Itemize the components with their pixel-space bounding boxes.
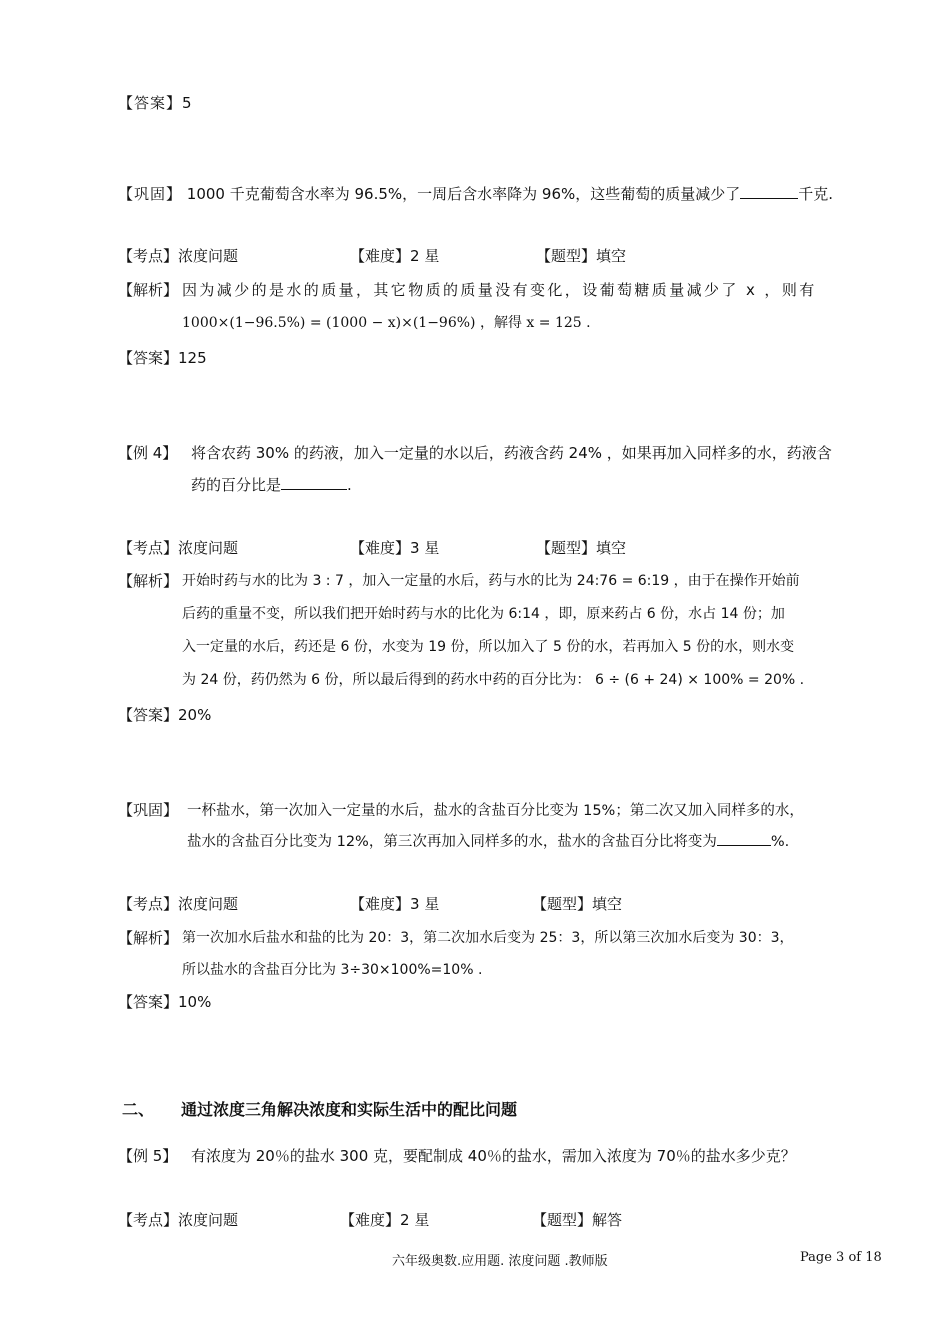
question-tag: 【例 4】 bbox=[118, 444, 178, 462]
answer-value: 20% bbox=[178, 706, 212, 724]
question-text: 盐水的含盐百分比变为 12%，第三次再加入同样多的水，盐水的含盐百分比将变为 %. bbox=[187, 830, 789, 851]
question-text-end: 千克. bbox=[798, 185, 834, 203]
question-text: 有浓度为 20％的盐水 300 克，要配制成 40％的盐水，需加入浓度为 70％的盐水多少克？ bbox=[191, 1147, 796, 1165]
answer-row bbox=[118, 92, 192, 113]
kaodian: 【考点】浓度问题 bbox=[118, 539, 239, 557]
analysis-line: 因为减少的是水的质量，其它物质的质量没有变化，设葡萄糖质量减少了 x ，则有 bbox=[182, 281, 817, 299]
answer-row bbox=[118, 991, 211, 1012]
nandu: 【难度】3 星 bbox=[350, 539, 440, 557]
footer-title: 六年级奥数.应用题. 浓度问题 .教师版 bbox=[392, 1254, 608, 1269]
question-row bbox=[118, 183, 833, 204]
answer-row bbox=[118, 347, 207, 368]
question-text: 1000 千克葡萄含水率为 96.5%，一周后含水率降为 96%，这些葡萄的质量减少了 bbox=[186, 185, 741, 203]
tixing: 【题型】填空 bbox=[536, 247, 627, 265]
answer-value: 10% bbox=[178, 993, 212, 1011]
kaodian: 【考点】浓度问题 bbox=[118, 1211, 239, 1229]
analysis-tag: 【解析】 bbox=[118, 572, 179, 590]
section-number: 二、 bbox=[122, 1100, 155, 1119]
tixing: 【题型】填空 bbox=[532, 895, 623, 913]
question-row bbox=[118, 442, 177, 463]
question-tag: 【巩固】 bbox=[118, 801, 179, 819]
question-row bbox=[118, 799, 178, 820]
analysis-line: 入一定量的水后，药还是 6 份，水变为 19 份，所以加入了 5 份的水，若再加入 5 份的水，则水变 bbox=[182, 639, 795, 655]
kaodian: 【考点】浓度问题 bbox=[118, 247, 239, 265]
analysis-formula: 1000×(1−96.5%) = (1000 − x)×(1−96%) ，解得 x = 125 . bbox=[182, 315, 591, 331]
question-tag: 【巩固】 bbox=[118, 185, 183, 203]
question-text: 一杯盐水，第一次加入一定量的水后，盐水的含盐百分比变为 15%；第二次又加入同样多的水， bbox=[187, 803, 804, 819]
nandu: 【难度】2 星 bbox=[350, 247, 440, 265]
section-title: 通过浓度三角解决浓度和实际生活中的配比问题 bbox=[181, 1100, 518, 1119]
tixing: 【题型】填空 bbox=[536, 539, 627, 557]
page-number: Page 3 of 18 bbox=[800, 1250, 882, 1265]
answer-tag: 【答案】 bbox=[118, 706, 179, 724]
analysis-tag: 【解析】 bbox=[118, 281, 179, 299]
question-text: 将含农药 30% 的药液，加入一定量的水以后，药液含药 24% ，如果再加入同样多的水，药液含 bbox=[191, 444, 832, 462]
analysis-line: 后药的重量不变，所以我们把开始时药与水的比化为 6:14 ，即，原来药占 6 份，水占 14 份；加 bbox=[182, 606, 785, 622]
answer-tag: 【答案】 bbox=[118, 993, 179, 1011]
kaodian: 【考点】浓度问题 bbox=[118, 895, 239, 913]
answer-value: 5 bbox=[182, 94, 192, 112]
answer-blank bbox=[717, 831, 771, 846]
question-row bbox=[118, 1145, 177, 1166]
answer-tag: 【答案】 bbox=[118, 349, 179, 367]
answer-row bbox=[118, 704, 211, 725]
analysis-tag: 【解析】 bbox=[118, 929, 179, 947]
answer-blank bbox=[740, 184, 798, 199]
analysis-line: 开始时药与水的比为 3 : 7 ，加入一定量的水后，药与水的比为 24:76 = 6:19 ，由于在操作开始前 bbox=[182, 573, 800, 589]
analysis-line: 为 24 份，药仍然为 6 份，所以最后得到的药水中药的百分比为： 6 ÷ (6 + 24) × 100% = 20% . bbox=[182, 672, 805, 688]
question-text: 药的百分比是 . bbox=[191, 476, 352, 494]
answer-blank bbox=[281, 475, 347, 490]
analysis-line: 所以盐水的含盐百分比为 3÷30×100%=10% . bbox=[182, 962, 483, 978]
tixing: 【题型】解答 bbox=[532, 1211, 623, 1229]
question-tag: 【例 5】 bbox=[118, 1147, 178, 1165]
answer-tag: 【答案】 bbox=[118, 94, 183, 112]
nandu: 【难度】3 星 bbox=[350, 895, 440, 913]
section-heading bbox=[122, 1097, 154, 1120]
answer-value: 125 bbox=[178, 349, 207, 367]
analysis-line: 第一次加水后盐水和盐的比为 20：3，第二次加水后变为 25：3，所以第三次加水后变为 30：3， bbox=[182, 930, 794, 946]
nandu: 【难度】2 星 bbox=[340, 1211, 430, 1229]
